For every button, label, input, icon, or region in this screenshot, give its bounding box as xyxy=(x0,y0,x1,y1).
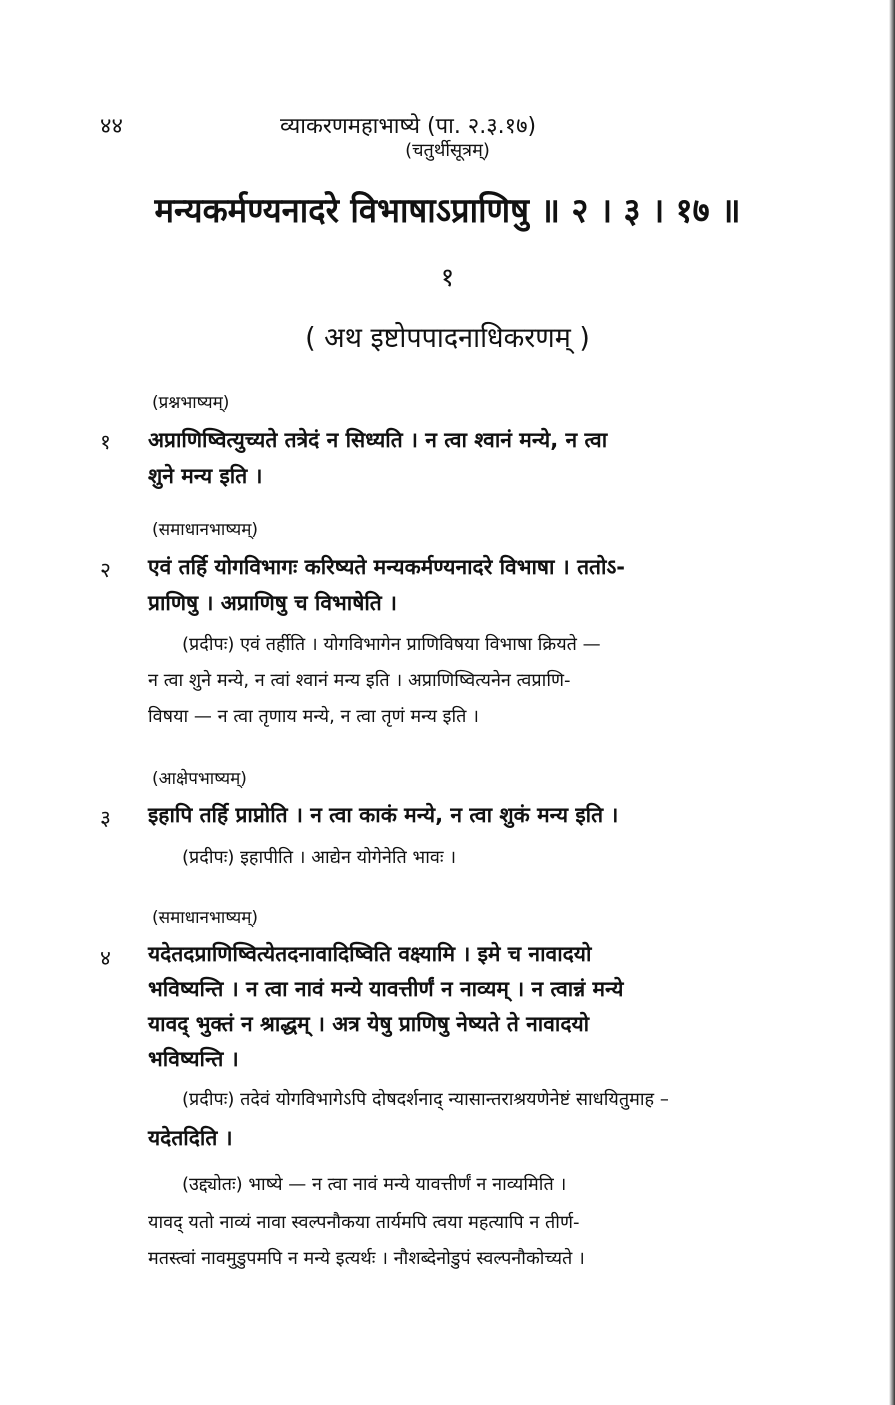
uddyota-line: (उद्द्योतः) भाष्ये — न त्वा नावं मन्ये यावत्तीर्णं न नाव्यमिति । xyxy=(182,1174,567,1195)
paragraph-number: ४ xyxy=(100,946,111,970)
block-label: (आक्षेपभाष्यम्) xyxy=(152,769,247,789)
pradipa-line: (प्रदीपः) तदेवं योगविभागेऽपि दोषदर्शनाद् न्यासान्तराश्रयणेनेष्टं साधयितुमाह – xyxy=(182,1089,669,1110)
pradipa-line: (प्रदीपः) इहापीति । आद्येन योगेनेति भावः । xyxy=(182,847,457,868)
sutra-type-label: (चतुर्थीसूत्रम्) xyxy=(405,140,490,161)
running-head: व्याकरणमहाभाष्ये (पा. २.३.१७) xyxy=(280,114,537,139)
bhashya-line: प्राणिषु । अप्राणिषु च विभाषेति । xyxy=(148,591,398,615)
page-edge-shadow xyxy=(889,0,895,1405)
bhashya-line: शुने मन्य इति । xyxy=(148,464,263,488)
block-label: (समाधानभाष्यम्) xyxy=(152,908,259,928)
adhikarana-heading: ( अथ इष्टोपपादनाधिकरणम् ) xyxy=(305,321,590,354)
page-number: ४४ xyxy=(100,114,123,139)
bhashya-line: भविष्यन्ति । न त्वा नावं मन्ये यावत्तीर्णं न नाव्यम् । न त्वान्नं मन्ये xyxy=(148,977,624,1001)
uddyota-line: मतस्त्वां नावमुडुपमपि न मन्ये इत्यर्थः । नौशब्देनोडुपं स्वल्पनौकोच्यते । xyxy=(148,1248,585,1269)
paragraph-number: ३ xyxy=(100,806,111,830)
bhashya-line: एवं तर्हि योगविभागः करिष्यते मन्यकर्मण्यनादरे विभाषा । ततोऽ- xyxy=(148,555,625,579)
bhashya-line: भविष्यन्ति । xyxy=(148,1047,239,1071)
block-label: (प्रश्नभाष्यम्) xyxy=(152,393,230,413)
block-label: (समाधानभाष्यम्) xyxy=(152,520,259,540)
pradipa-line: विषया — न त्वा तृणाय मन्ये, न त्वा तृणं मन्य इति । xyxy=(148,706,479,727)
section-number: १ xyxy=(440,263,455,293)
paragraph-number: १ xyxy=(100,430,111,454)
bhashya-line: यावद् भुक्तं न श्राद्धम् । अत्र येषु प्राणिषु नेष्यते ते नावादयो xyxy=(148,1012,590,1036)
uddyota-line: यावद् यतो नाव्यं नावा स्वल्पनौकया तार्यमपि त्वया महत्यापि न तीर्ण- xyxy=(148,1212,580,1233)
bhashya-line: इहापि तर्हि प्राप्नोति । न त्वा काकं मन्ये, न त्वा शुकं मन्य इति । xyxy=(148,803,619,827)
sutra-title: मन्यकर्मण्यनादरे विभाषाऽप्राणिषु ॥ २ । ३ । १७ ॥ xyxy=(154,191,741,231)
bhashya-line: यदेतदप्राणिष्वित्येतदनावादिष्विति वक्ष्यामि । इमे च नावादयो xyxy=(148,942,592,966)
bhashya-line: अप्राणिष्वित्युच्यते तत्रेदं न सिध्यति । न त्वा श्वानं मन्ये, न त्वा xyxy=(148,428,608,452)
pradipa-line: न त्वा शुने मन्ये, न त्वां श्वानं मन्य इति । अप्राणिष्वित्यनेन त्वप्राणि- xyxy=(148,670,571,691)
paragraph-number: २ xyxy=(100,558,111,582)
pradipa-line: यदेतदिति । xyxy=(148,1126,233,1150)
pradipa-line: (प्रदीपः) एवं तर्हीति । योगविभागेन प्राणिविषया विभाषा क्रियते — xyxy=(182,634,601,655)
